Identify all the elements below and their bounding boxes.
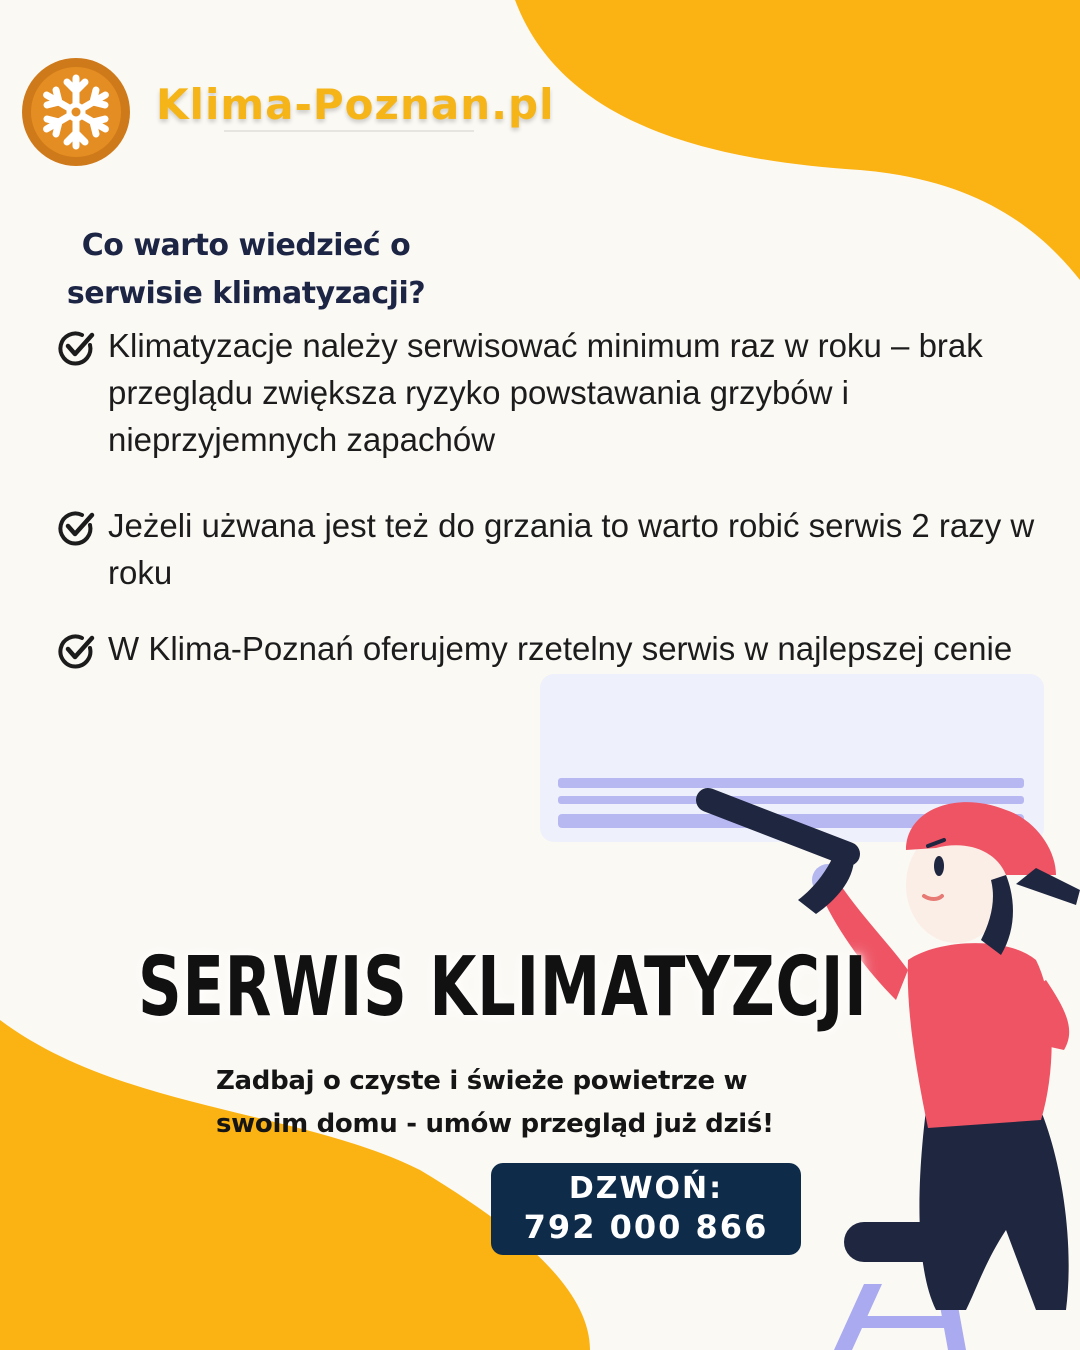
benefits-list bbox=[56, 322, 1036, 672]
list-item-text: W Klima-Poznań oferujemy rzetelny serwis w najlepszej cenie bbox=[108, 630, 1013, 667]
check-circle-icon bbox=[56, 508, 96, 548]
section-heading bbox=[36, 222, 456, 318]
subtitle-line-2: swoim domu - umów przegląd już dziś! bbox=[216, 1109, 774, 1139]
top-right-wave bbox=[515, 0, 1080, 280]
list-item-text: Jeżeli użwana jest też do grzania to warto robić serwis 2 razy w roku bbox=[108, 507, 1035, 591]
list-item bbox=[56, 502, 1036, 596]
subtitle-line-1: Zadbaj o czyste i świeże powietrze w bbox=[216, 1066, 748, 1096]
list-item bbox=[56, 625, 1036, 672]
check-circle-icon bbox=[56, 328, 96, 368]
brand-name: Klima-Poznan.pl bbox=[156, 80, 555, 129]
main-title: SERWIS KLIMATYZCJI bbox=[138, 940, 868, 1035]
call-label: DZWOŃ: bbox=[568, 1171, 724, 1206]
snowflake-logo-icon bbox=[22, 58, 130, 166]
phone-number: 792 000 866 bbox=[523, 1208, 769, 1246]
heading-line-2: serwisie klimatyzacji? bbox=[66, 276, 426, 311]
check-circle-icon bbox=[56, 631, 96, 671]
brand-underline bbox=[224, 130, 474, 132]
list-item bbox=[56, 322, 1036, 463]
list-item-text: Klimatyzacje należy serwisować minimum raz w roku – brak przeglądu zwiększa ryzyko powstawania grzybów i nieprzyjemnych zapachów bbox=[108, 327, 983, 458]
heading-line-1: Co warto wiedzieć o bbox=[81, 228, 411, 263]
call-button[interactable] bbox=[491, 1163, 801, 1255]
subtitle bbox=[216, 1060, 896, 1146]
